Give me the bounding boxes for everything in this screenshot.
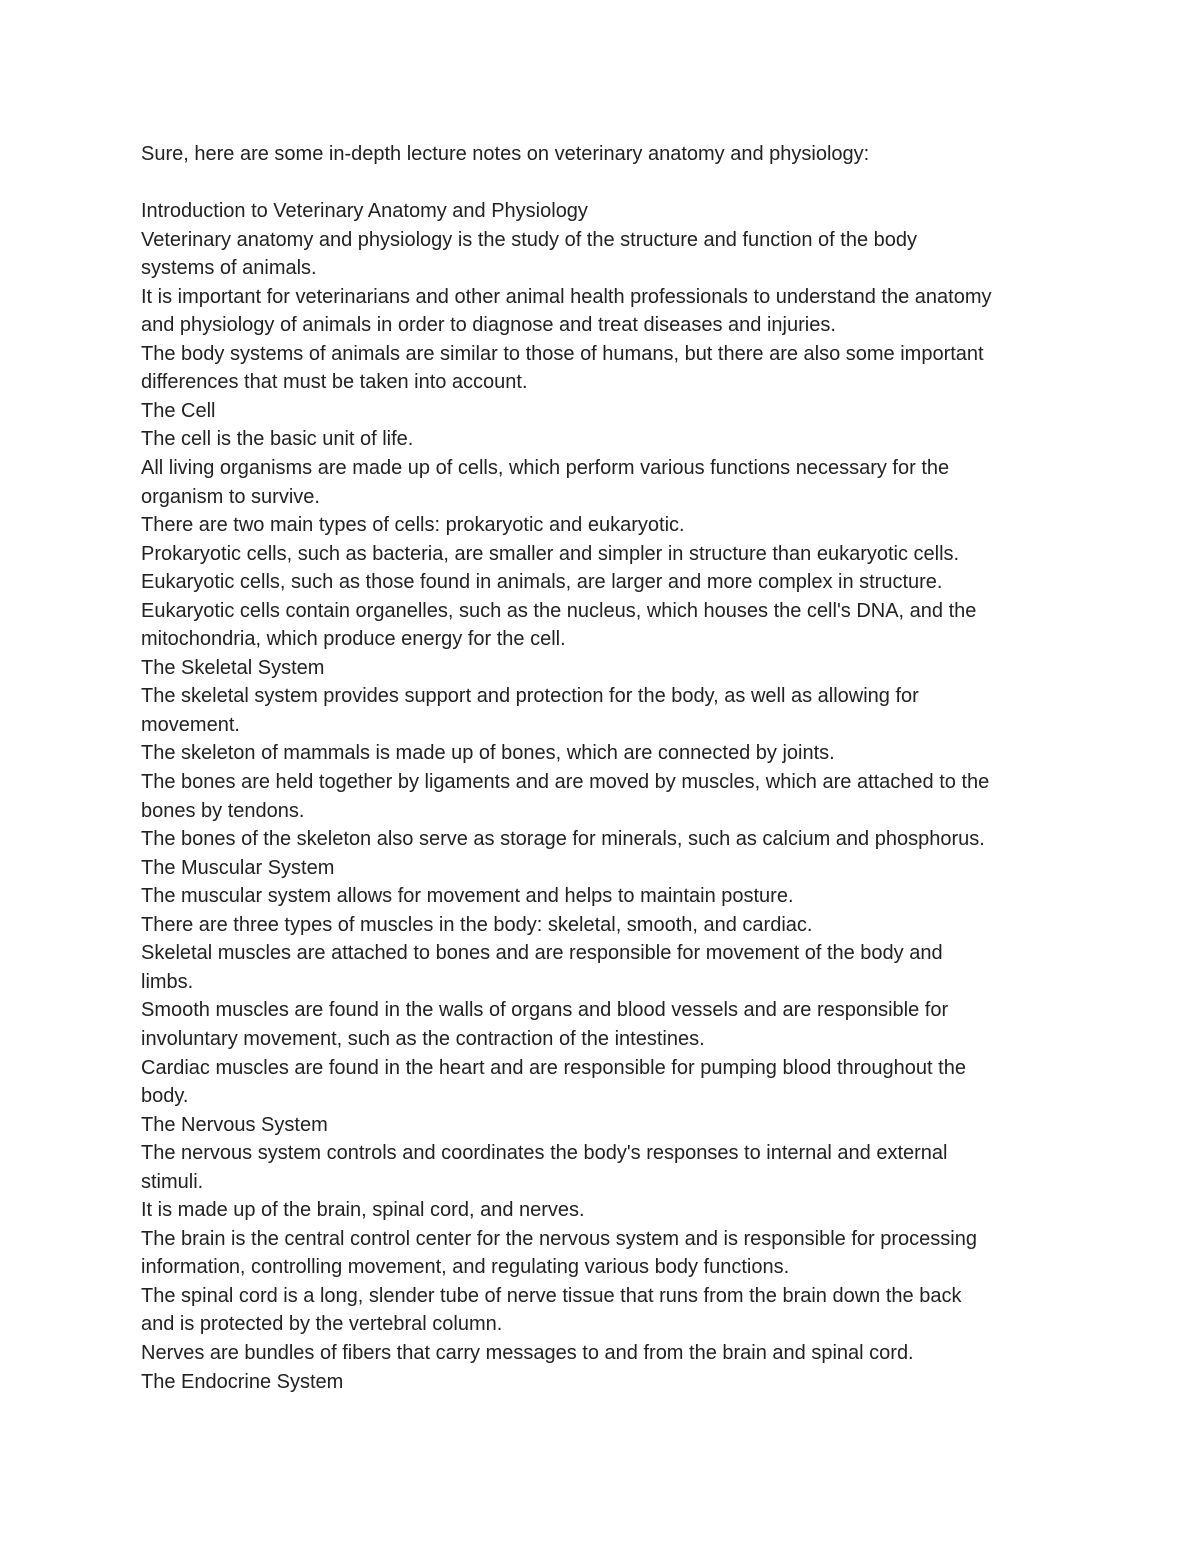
text-line: It is made up of the brain, spinal cord, and nerves. (141, 1199, 585, 1222)
text-line: There are three types of muscles in the body: skeletal, smooth, and cardiac. (141, 913, 813, 936)
text-line: The spinal cord is a long, slender tube of nerve tissue that runs from the brain down the back (141, 1284, 962, 1307)
text-line: systems of animals. (141, 257, 317, 280)
text-line: involuntary movement, such as the contraction of the intestines. (141, 1027, 705, 1050)
section-heading-introduction: Introduction to Veterinary Anatomy and Physiology (141, 200, 588, 223)
text-line: Eukaryotic cells contain organelles, such as the nucleus, which houses the cell's DNA, and the (141, 599, 977, 622)
text-line: Smooth muscles are found in the walls of organs and blood vessels and are responsible for (141, 999, 949, 1022)
section-heading-nervous: The Nervous System (141, 1113, 328, 1136)
text-line: organism to survive. (141, 485, 320, 508)
text-line: The bones of the skeleton also serve as storage for minerals, such as calcium and phosphorus. (141, 828, 985, 851)
text-line: body. (141, 1085, 189, 1108)
text-line: The brain is the central control center for the nervous system and is responsible for processing (141, 1227, 977, 1250)
blank-line (141, 169, 1071, 198)
text-line: All living organisms are made up of cells, which perform various functions necessary for the (141, 457, 950, 480)
text-line: and is protected by the vertebral column. (141, 1313, 503, 1336)
text-line: Cardiac muscles are found in the heart and are responsible for pumping blood throughout the (141, 1056, 966, 1079)
text-line: differences that must be taken into account. (141, 371, 528, 394)
text-line: limbs. (141, 970, 194, 993)
text-line: Prokaryotic cells, such as bacteria, are smaller and simpler in structure than eukaryotic cells. (141, 542, 960, 565)
text-line: The cell is the basic unit of life. (141, 428, 414, 451)
text-line: Veterinary anatomy and physiology is the study of the structure and function of the body (141, 228, 918, 251)
text-line: The bones are held together by ligaments and are moved by muscles, which are attached to the (141, 771, 990, 794)
section-heading-skeletal: The Skeletal System (141, 656, 325, 679)
text-line: The skeleton of mammals is made up of bones, which are connected by joints. (141, 742, 835, 765)
document-text (141, 140, 1071, 1396)
text-line: Skeletal muscles are attached to bones and are responsible for movement of the body and (141, 942, 943, 965)
text-line: It is important for veterinarians and other animal health professionals to understand the anatomy (141, 285, 992, 308)
text-line: Sure, here are some in-depth lecture notes on veterinary anatomy and physiology: (141, 143, 870, 165)
text-line: Nerves are bundles of fibers that carry messages to and from the brain and spinal cord. (141, 1341, 914, 1364)
text-line: information, controlling movement, and regulating various body functions. (141, 1256, 790, 1279)
text-line: Eukaryotic cells, such as those found in animals, are larger and more complex in structure. (141, 571, 943, 594)
text-line: The skeletal system provides support and protection for the body, as well as allowing for (141, 685, 919, 708)
text-line: The nervous system controls and coordinates the body's responses to internal and external (141, 1142, 948, 1165)
text-line: The body systems of animals are similar to those of humans, but there are also some important (141, 342, 984, 365)
text-line: The muscular system allows for movement and helps to maintain posture. (141, 885, 794, 908)
section-heading-muscular: The Muscular System (141, 856, 335, 879)
section-heading-cell: The Cell (141, 399, 216, 422)
text-line: movement. (141, 713, 240, 736)
text-line: mitochondria, which produce energy for the cell. (141, 628, 566, 651)
text-line: and physiology of animals in order to diagnose and treat diseases and injuries. (141, 314, 836, 337)
text-line: bones by tendons. (141, 799, 305, 822)
text-line: There are two main types of cells: prokaryotic and eukaryotic. (141, 514, 685, 537)
section-heading-endocrine: The Endocrine System (141, 1370, 344, 1393)
text-line: stimuli. (141, 1170, 204, 1193)
